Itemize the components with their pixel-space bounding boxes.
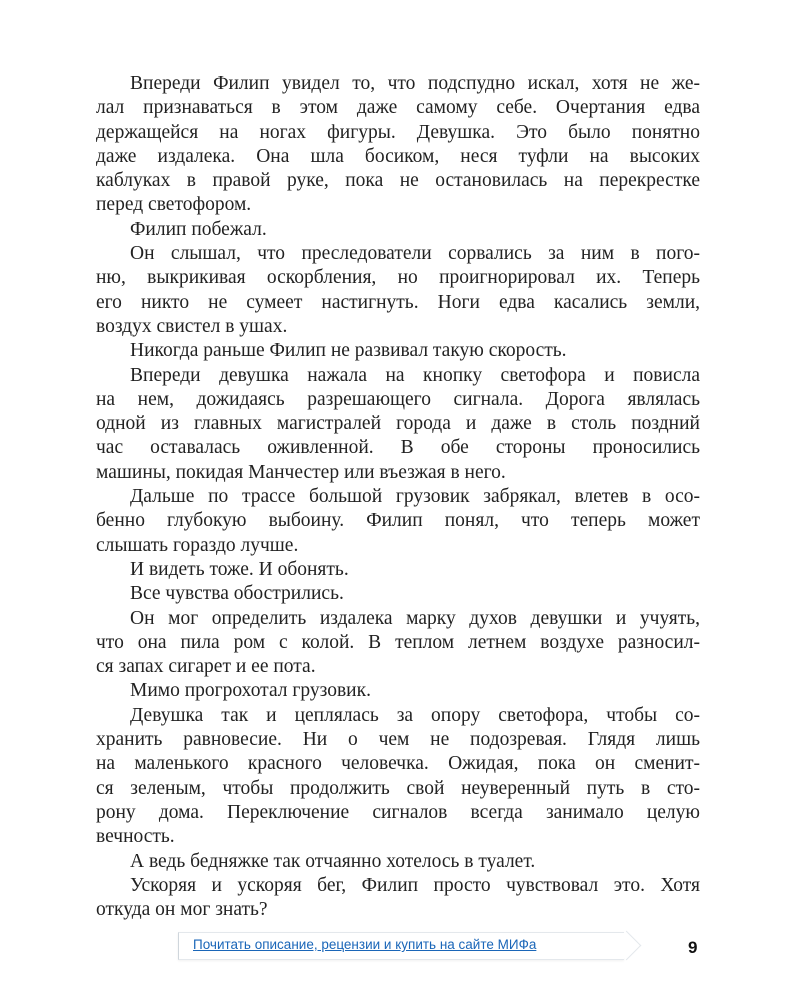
text-line: держащейся на ногах фигуры. Девушка. Это было понятно	[96, 121, 700, 143]
text-line: машины, покидая Манчестер или въезжая в него.	[96, 461, 506, 483]
text-line: перед светофором.	[96, 194, 252, 216]
promo-banner	[178, 932, 624, 960]
text-line: каблуках в правой руке, пока не остановилась на перекрестке	[96, 170, 700, 192]
text-line: откуда он мог знать?	[96, 899, 268, 921]
text-line: хранить равновесие. Ни о чем не подозревая. Глядя лишь	[96, 729, 700, 751]
text-line: на нем, дожидаясь разрешающего сигнала. Дорога являлась	[96, 388, 700, 410]
text-line: час оставалась оживленной. В обе стороны проносились	[96, 437, 700, 459]
buy-book-link[interactable]: Почитать описание, рецензии и купить на сайте МИФа	[193, 937, 537, 952]
text-line: что она пила ром с колой. В теплом летнем воздухе разносил-	[96, 631, 700, 653]
text-line: бенно глубокую выбоину. Филип понял, что теперь может	[96, 510, 700, 532]
page-number: 9	[688, 938, 698, 957]
text-line: Мимо прогрохотал грузовик.	[130, 680, 371, 702]
text-line: воздух свистел в ушах.	[96, 315, 288, 337]
text-line: Ускоряя и ускоряя бег, Филип просто чувствовал это. Хотя	[130, 874, 700, 896]
text-line: Впереди Филип увидел то, что подспудно искал, хотя не же-	[130, 73, 700, 94]
text-line: одной из главных магистралей города и даже в столь поздний	[96, 413, 700, 435]
text-line: даже издалека. Она шла босиком, неся туфли на высоких	[96, 145, 700, 167]
text-line: ся зеленым, чтобы продолжить свой неуверенный путь в сто-	[96, 777, 700, 799]
text-line: на маленького красного человечка. Ожидая, пока он сменит-	[96, 753, 700, 775]
text-line: Впереди девушка нажала на кнопку светофора и повисла	[130, 364, 700, 386]
text-line: Филип побежал.	[130, 218, 267, 240]
text-line: И видеть тоже. И обонять.	[130, 558, 349, 580]
text-line: Он слышал, что преследователи сорвались за ним в пого-	[130, 243, 700, 265]
text-line: ню, выкрикивая оскорбления, но проигнорировал их. Теперь	[96, 267, 700, 289]
text-line: А ведь бедняжке так отчаянно хотелось в туалет.	[130, 850, 536, 872]
text-line: вечность.	[96, 826, 175, 848]
text-line: ся запах сигарет и ее пота.	[96, 656, 316, 678]
book-page-text	[96, 72, 700, 922]
text-line: его никто не сумеет настигнуть. Ноги едва касались земли,	[96, 291, 700, 313]
text-line: Он мог определить издалека марку духов девушки и учуять,	[130, 607, 700, 629]
text-line: Дальше по трассе большой грузовик забрякал, влетев в осо-	[130, 486, 700, 508]
text-line: рону дома. Переключение сигналов всегда занимало целую	[96, 801, 700, 823]
text-line: лал признаваться в этом даже самому себе. Очертания едва	[96, 97, 700, 119]
text-line: Никогда раньше Филип не развивал такую скорость.	[130, 340, 567, 362]
text-line: слышать гораздо лучше.	[96, 534, 299, 556]
text-line: Девушка так и цеплялась за опору светофора, чтобы со-	[130, 704, 700, 726]
text-line: Все чувства обострились.	[130, 583, 344, 605]
